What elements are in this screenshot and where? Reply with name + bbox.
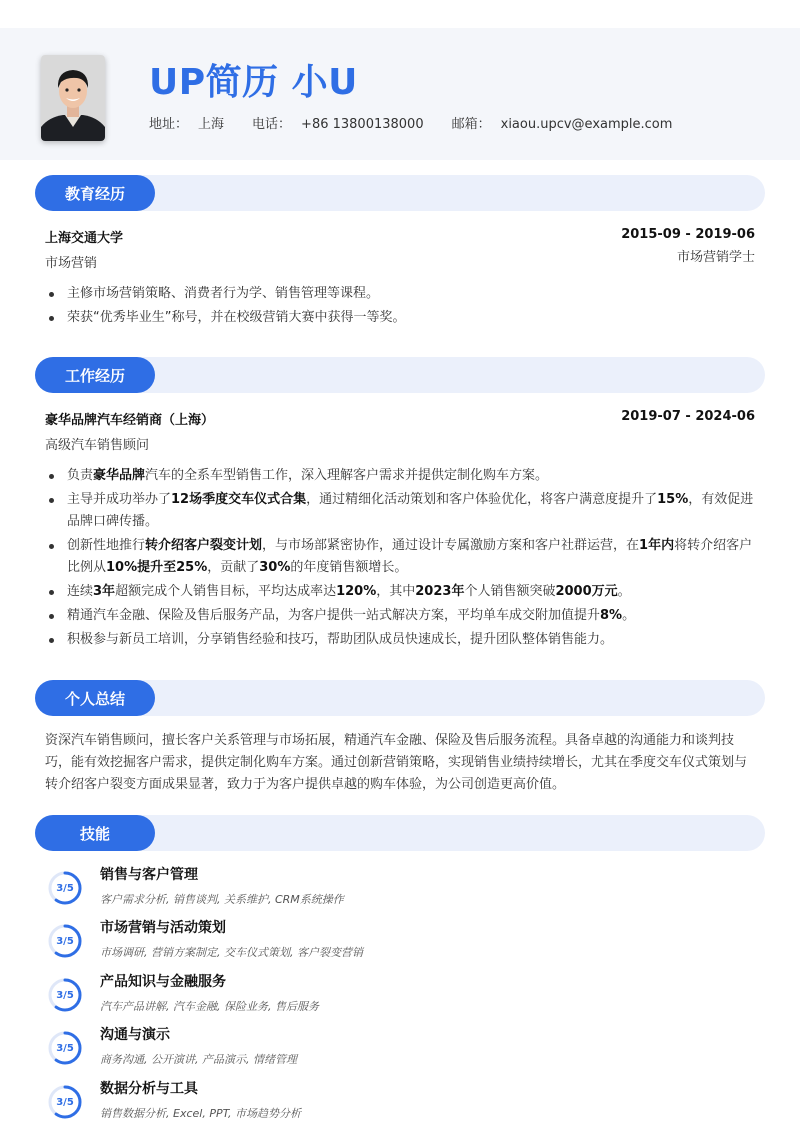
candidate-name: UP简历 小U [149,62,358,103]
company-name: 豪华品牌汽车经销商（上海） [45,413,215,428]
education-dates: 2015-09 - 2019-06 [621,227,755,242]
work-dates: 2019-07 - 2024-06 [621,409,755,424]
list-item: 主修市场营销策略、消费者行为学、销售管理等课程。 [45,283,757,305]
skill-item [47,921,747,971]
degree: 市场营销学士 [676,250,755,265]
list-item: 荣获“优秀毕业生”称号，并在校级营销大赛中获得一等奖。 [45,307,757,329]
skill-keywords: 汽车产品讲解, 汽车金融, 保险业务, 售后服务 [100,1000,319,1013]
skill-keywords: 销售数据分析, Excel, PPT, 市场趋势分析 [100,1107,301,1120]
work-bullets [45,465,757,653]
section-title: 个人总结 [35,680,155,716]
section-title: 教育经历 [35,175,155,211]
skill-level: 3/5 [56,1042,74,1054]
contact-phone: 电话： +86 13800138000 [252,117,424,132]
skill-keywords: 市场调研, 营销方案制定, 交车仪式策划, 客户裂变营销 [100,946,363,959]
major: 市场营销 [45,256,98,271]
skill-item [47,975,747,1025]
section-summary-heading [35,680,765,716]
section-education-heading [35,175,765,211]
list-item: 精通汽车金融、保险及售后服务产品，为客户提供一站式解决方案，平均单车成交附加值提升8%。 [45,605,757,627]
skill-keywords: 客户需求分析, 销售谈判, 关系维护, CRM系统操作 [100,893,344,906]
resume-header [0,28,800,160]
avatar [41,55,105,141]
skill-level: 3/5 [56,935,74,947]
list-item: 积极参与新员工培训，分享销售经验和技巧，帮助团队成员快速成长，提升团队整体销售能力。 [45,629,757,651]
contact-info [149,113,700,132]
skill-level: 3/5 [56,989,74,1001]
section-title: 技能 [35,815,155,851]
skill-item [47,1028,747,1078]
education-subheader [45,252,755,271]
education-header [45,227,755,246]
list-item: 主导并成功举办了12场季度交车仪式合集，通过精细化活动策划和客户体验优化，将客户满意度提升了15%，有效促进品牌口碑传播。 [45,489,757,533]
skill-name: 市场营销与活动策划 [100,920,226,936]
skill-keywords: 商务沟通, 公开演讲, 产品演示, 情绪管理 [100,1053,297,1066]
job-title: 高级汽车销售顾问 [45,438,150,453]
work-header [45,409,755,428]
list-item: 创新性地推行转介绍客户裂变计划，与市场部紧密协作，通过设计专属激励方案和客户社群运营，在1年内将转介绍客户比例从10%提升至25%，贡献了30%的年度销售额增长。 [45,535,757,579]
school-name: 上海交通大学 [45,231,124,246]
education-bullets [45,283,757,331]
skill-level: 3/5 [56,882,74,894]
section-title: 工作经历 [35,357,155,393]
skill-item [47,868,747,918]
summary-text: 资深汽车销售顾问，擅长客户关系管理与市场拓展，精通汽车金融、保险及售后服务流程。具备卓越的沟通能力和谈判技巧，能有效挖掘客户需求，提供定制化购车方案。通过创新营销策略，实现销售业绩持续增长，尤其在季度交车仪式策划与转介绍客户裂变方面成果显著，致力于为客户提供卓越的购车体验，为公司创造更高价值。 [45,733,748,792]
list-item: 负责豪华品牌汽车的全系车型销售工作，深入理解客户需求并提供定制化购车方案。 [45,465,757,487]
skill-item [47,1082,747,1130]
contact-email: 邮箱： xiaou.upcv@example.com [451,117,673,132]
contact-address: 地址： 上海 [149,117,225,132]
skill-name: 产品知识与金融服务 [100,974,226,990]
skill-level: 3/5 [56,1096,74,1108]
section-skills-heading [35,815,765,851]
skill-name: 沟通与演示 [100,1027,170,1043]
work-subheader [45,434,755,453]
list-item: 连续3年超额完成个人销售目标，平均达成率达120%，其中2023年个人销售额突破2000万元。 [45,581,757,603]
skill-name: 数据分析与工具 [100,1081,198,1097]
skill-name: 销售与客户管理 [100,867,198,883]
section-work-heading [35,357,765,393]
